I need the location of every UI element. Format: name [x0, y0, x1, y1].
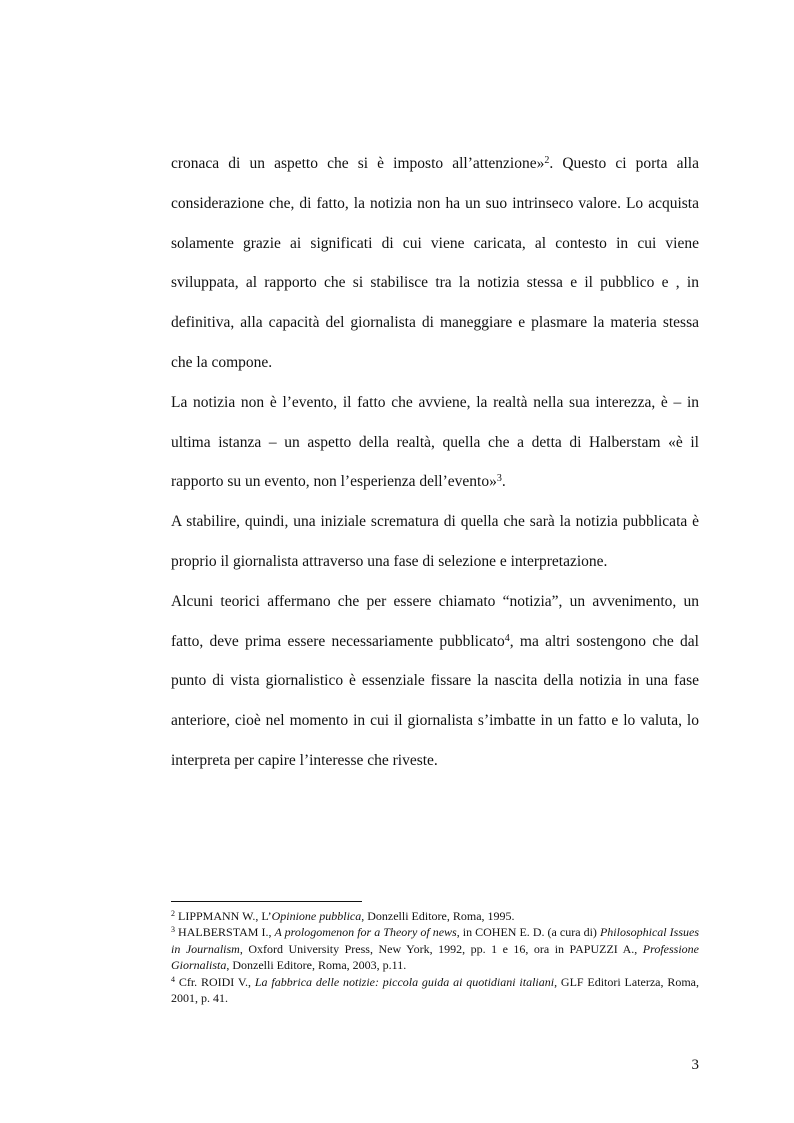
footnote-number: 3	[171, 925, 175, 935]
footnote-text: HALBERSTAM I.,	[175, 925, 275, 940]
footnote-title: Professione Giornalista	[171, 941, 699, 973]
paragraph-1-text-a: cronaca di un aspetto che si è imposto all’attenzione»	[171, 155, 545, 172]
footnote-title: A prologomenon for a Theory of news	[274, 925, 457, 940]
footnote-ref-4: 4	[504, 632, 510, 644]
footnote-2	[171, 908, 699, 924]
footnote-3	[171, 924, 699, 973]
footnote-text: , Oxford University Press, New York, 1992, pp. 1 e 16, ora in PAPUZZI A.,	[239, 941, 643, 956]
footnote-text: LIPPMANN W., L’	[175, 909, 272, 923]
footnote-separator	[171, 901, 362, 902]
paragraph-2	[171, 383, 699, 502]
footnote-ref-2: 2	[544, 155, 550, 166]
body-text	[171, 144, 699, 781]
paragraph-4	[171, 582, 699, 781]
footnote-text: , GLF Editori Laterza, Roma, 2001, p. 41.	[171, 974, 699, 1006]
footnote-title: La fabbrica delle notizie: piccola guida ai quotidiani italiani	[254, 974, 555, 989]
paragraph-4-text-a: Alcuni teorici affermano che per essere chiamato “notizia”, un avvenimento, un fatto, deve prima essere necessariamente pubblicato	[171, 592, 699, 650]
footnote-4	[171, 974, 699, 1007]
footnote-text: Cfr. ROIDI V.,	[175, 974, 255, 989]
page-number: 3	[691, 1057, 699, 1073]
footnote-text: , in COHEN E. D. (a cura di)	[456, 925, 600, 940]
footnote-title: Opinione pubblica	[271, 909, 362, 923]
paragraph-1-text-b: . Questo ci porta alla considerazione che, di fatto, la notizia non ha un suo intrinseco valore. Lo acquista solamente grazie ai significati di cui viene caricata, al contesto in cui viene sviluppata, al rapporto che si stabilisce tra la notizia stessa e il pubblico e , in definitiva, alla capacità del giornalista di maneggiare e plasmare la materia stessa che la compone.	[171, 155, 699, 371]
paragraph-2-text-a: La notizia non è l’evento, il fatto che avviene, la realtà nella sua interezza, è – in ultima istanza – un aspetto della realtà, quella che a detta di Halberstam «è il rapporto su un evento, non l’esperienza dell’evento»	[171, 393, 699, 491]
paragraph-2-text-b: .	[501, 473, 506, 491]
footnotes	[171, 908, 699, 1006]
footnote-ref-3: 3	[496, 473, 502, 485]
paragraph-1	[171, 144, 699, 383]
paragraph-3: A stabilire, quindi, una iniziale scrematura di quella che sarà la notizia pubblicata è proprio il giornalista attraverso una fase di selezione e interpretazione.	[171, 513, 699, 570]
footnote-text: , Donzelli Editore, Roma, 1995.	[361, 909, 515, 923]
footnote-number: 2	[171, 909, 175, 918]
footnote-text: , Donzelli Editore, Roma, 2003, p.11.	[226, 958, 407, 973]
footnote-title: Philosophical Issues in Journalism	[171, 925, 699, 956]
footnote-number: 4	[171, 974, 175, 984]
paragraph-4-text-b: , ma altri sostengono che dal punto di vista giornalistico è essenziale fissare la nascita della notizia in una fase anteriore, cioè nel momento in cui il giornalista s’imbatte in un fatto e lo valuta, lo interpreta per capire l’interesse che riveste.	[171, 632, 699, 769]
